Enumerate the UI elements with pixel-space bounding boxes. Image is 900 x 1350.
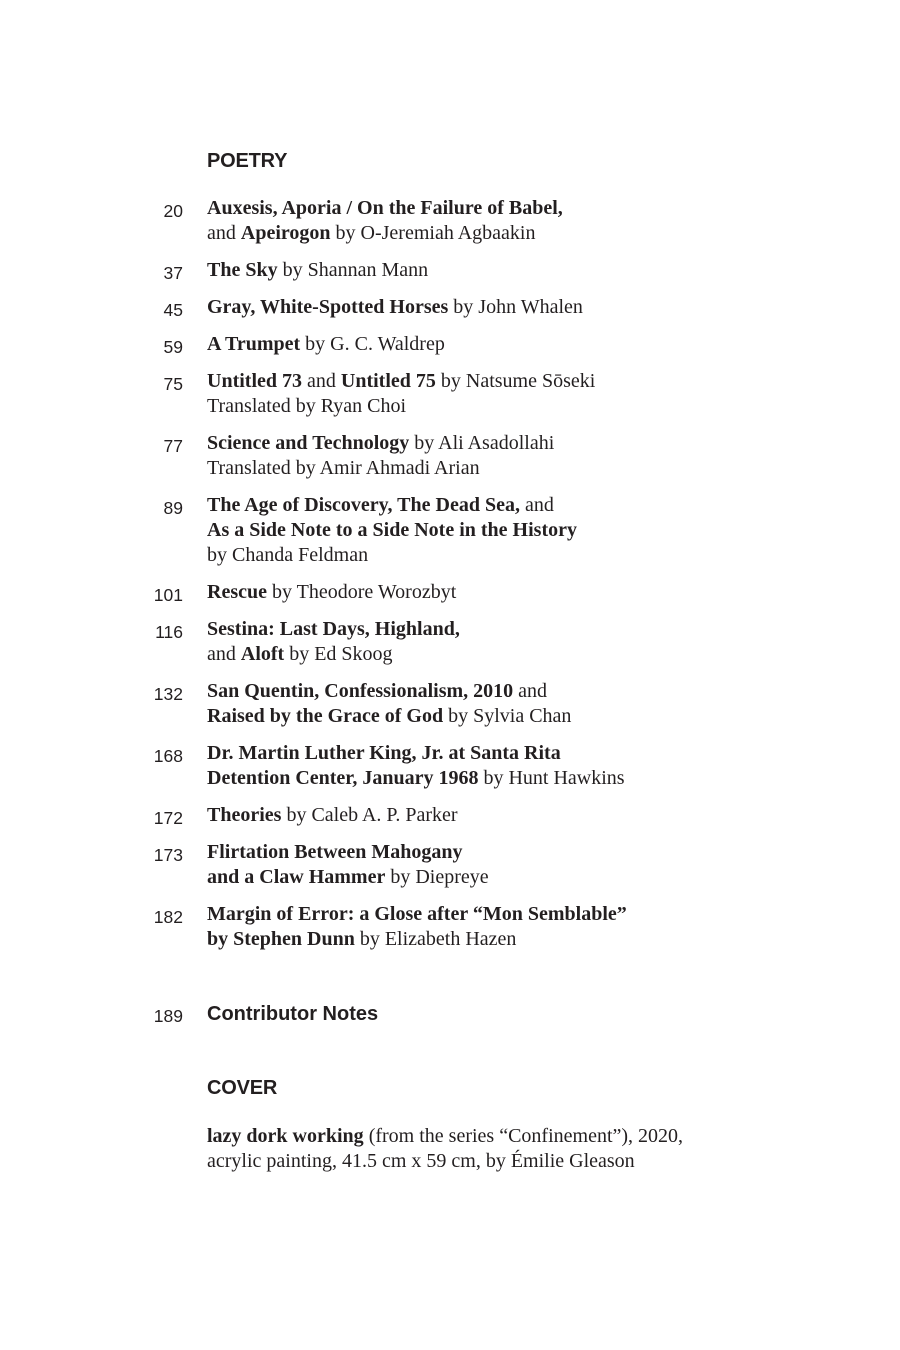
- toc-entry-text: [207, 295, 900, 320]
- text-line: [207, 1149, 683, 1174]
- toc-entry[interactable]: [0, 840, 900, 890]
- toc-entry-text: [207, 741, 900, 791]
- toc-entry[interactable]: [0, 258, 900, 283]
- byline-text: by O-Jeremiah Agbaakin: [330, 222, 536, 244]
- byline-text: by Sylvia Chan: [443, 705, 572, 727]
- text-line: [207, 803, 900, 828]
- contributor-notes-title: Contributor Notes: [207, 1003, 379, 1025]
- title-text: Sestina: Last Days, Highland,: [207, 618, 460, 640]
- text-line: [207, 766, 900, 791]
- cover-heading: COVER: [207, 1077, 278, 1099]
- byline-text: by Diepreye: [385, 866, 489, 888]
- page-number: 168: [153, 746, 183, 766]
- byline-text: by Theodore Worozbyt: [266, 581, 457, 603]
- byline-text: by Ed Skoog: [284, 643, 393, 665]
- byline-text: Translated by Ryan Choi: [207, 395, 407, 417]
- text-line: [207, 394, 900, 419]
- title-text: lazy dork working: [207, 1125, 364, 1147]
- text-line: [207, 865, 900, 890]
- text-line: [207, 927, 900, 952]
- byline-text: and: [207, 222, 241, 244]
- title-text: A Trumpet: [207, 333, 301, 355]
- text-line: [207, 456, 900, 481]
- page-number: 116: [155, 622, 183, 642]
- title-text: by Stephen Dunn: [207, 928, 355, 950]
- toc-entry-text: [207, 493, 900, 568]
- byline-text: by Hunt Hawkins: [478, 767, 625, 789]
- title-text: The Sky: [207, 259, 278, 281]
- byline-text: Translated by Amir Ahmadi Arian: [207, 457, 480, 479]
- toc-entry[interactable]: [0, 617, 900, 667]
- toc-entry-text: [207, 617, 900, 667]
- toc-entry-text: [207, 840, 900, 890]
- text-line: [207, 580, 900, 605]
- toc-entry[interactable]: [0, 369, 900, 419]
- text-line: [207, 431, 900, 456]
- page-number: 20: [163, 201, 183, 221]
- toc-entry-text: [207, 902, 900, 952]
- byline-text: and: [519, 494, 554, 516]
- toc-entry[interactable]: [0, 803, 900, 828]
- toc-entry[interactable]: [0, 295, 900, 320]
- text-line: [207, 221, 900, 246]
- page-number: 75: [163, 374, 183, 394]
- page-number: 182: [153, 907, 183, 927]
- toc-entry[interactable]: [0, 902, 900, 952]
- text-line: [207, 840, 900, 865]
- byline-text: by Chanda Feldman: [207, 544, 369, 566]
- page-number: 77: [163, 436, 183, 456]
- byline-text: by G. C. Waldrep: [300, 333, 445, 355]
- title-text: The Age of Discovery, The Dead Sea,: [207, 494, 520, 516]
- title-text: Gray, White-Spotted Horses: [207, 296, 449, 318]
- title-text: Auxesis, Aporia / On the Failure of Babel,: [207, 197, 563, 219]
- title-text: Aloft: [240, 643, 285, 665]
- text-line: [207, 518, 900, 543]
- contributor-notes-entry[interactable]: [0, 1002, 900, 1027]
- page-number: 101: [153, 585, 183, 605]
- byline-text: by Ali Asadollahi: [409, 432, 555, 454]
- title-text: Raised by the Grace of God: [207, 705, 444, 727]
- title-text: Margin of Error: a Glose after “Mon Semblable”: [207, 903, 627, 925]
- toc-entry-text: [207, 803, 900, 828]
- text-line: [207, 369, 900, 394]
- toc-entry[interactable]: [0, 431, 900, 481]
- text-line: [207, 543, 900, 568]
- toc-entry[interactable]: [0, 741, 900, 791]
- page-number: 45: [163, 300, 183, 320]
- text-line: [207, 741, 900, 766]
- text-line: [207, 295, 900, 320]
- toc-entry-text: [207, 196, 900, 246]
- text-line: [207, 332, 900, 357]
- title-text: Detention Center, January 1968: [207, 767, 479, 789]
- page-number: 132: [153, 684, 183, 704]
- text-line: [207, 493, 900, 518]
- toc-entry-text: [207, 679, 900, 729]
- title-text: Theories: [207, 804, 282, 826]
- toc-entry-text: [207, 580, 900, 605]
- poetry-heading: POETRY: [207, 150, 288, 172]
- byline-text: (from the series “Confinement”), 2020,: [363, 1125, 684, 1147]
- text-line: [207, 617, 900, 642]
- text-line: [207, 902, 900, 927]
- toc-entry-text: [207, 369, 900, 419]
- toc-entry[interactable]: [0, 493, 900, 568]
- title-text: Dr. Martin Luther King, Jr. at Santa Rita: [207, 742, 561, 764]
- text-line: [207, 1124, 683, 1149]
- toc-entry[interactable]: [0, 679, 900, 729]
- toc-entry[interactable]: [0, 580, 900, 605]
- byline-text: by Shannan Mann: [277, 259, 429, 281]
- text-line: [207, 704, 900, 729]
- page-number: 189: [153, 1006, 183, 1026]
- title-text: Flirtation Between Mahogany: [207, 841, 463, 863]
- title-text: Untitled 73: [207, 370, 302, 392]
- title-text: and a Claw Hammer: [207, 866, 386, 888]
- cover-description: [207, 1124, 683, 1174]
- byline-text: and: [513, 680, 548, 702]
- page-number: 173: [153, 845, 183, 865]
- title-text: Untitled 75: [340, 370, 436, 392]
- text-line: [207, 196, 900, 221]
- byline-text: acrylic painting, 41.5 cm x 59 cm, by Émilie Gleason: [207, 1150, 635, 1172]
- page-number: 172: [153, 808, 183, 828]
- byline-text: and: [302, 370, 341, 392]
- title-text: As a Side Note to a Side Note in the History: [207, 519, 577, 541]
- byline-text: by John Whalen: [448, 296, 583, 318]
- toc-entry[interactable]: [0, 332, 900, 357]
- toc-entry-text: [207, 258, 900, 283]
- title-text: San Quentin, Confessionalism, 2010: [207, 680, 514, 702]
- page-number: 59: [163, 337, 183, 357]
- byline-text: by Elizabeth Hazen: [354, 928, 517, 950]
- text-line: [207, 642, 900, 667]
- poetry-toc-list: [0, 196, 900, 964]
- toc-entry-text: [207, 431, 900, 481]
- byline-text: and: [207, 643, 241, 665]
- toc-entry[interactable]: [0, 196, 900, 246]
- text-line: [207, 258, 900, 283]
- page-number: 89: [163, 498, 183, 518]
- title-text: Science and Technology: [207, 432, 410, 454]
- byline-text: by Natsume Sōseki: [435, 370, 596, 392]
- text-line: [207, 679, 900, 704]
- title-text: Apeirogon: [240, 222, 331, 244]
- byline-text: by Caleb A. P. Parker: [281, 804, 458, 826]
- toc-entry-text: [207, 332, 900, 357]
- page-number: 37: [163, 263, 183, 283]
- title-text: Rescue: [207, 581, 267, 603]
